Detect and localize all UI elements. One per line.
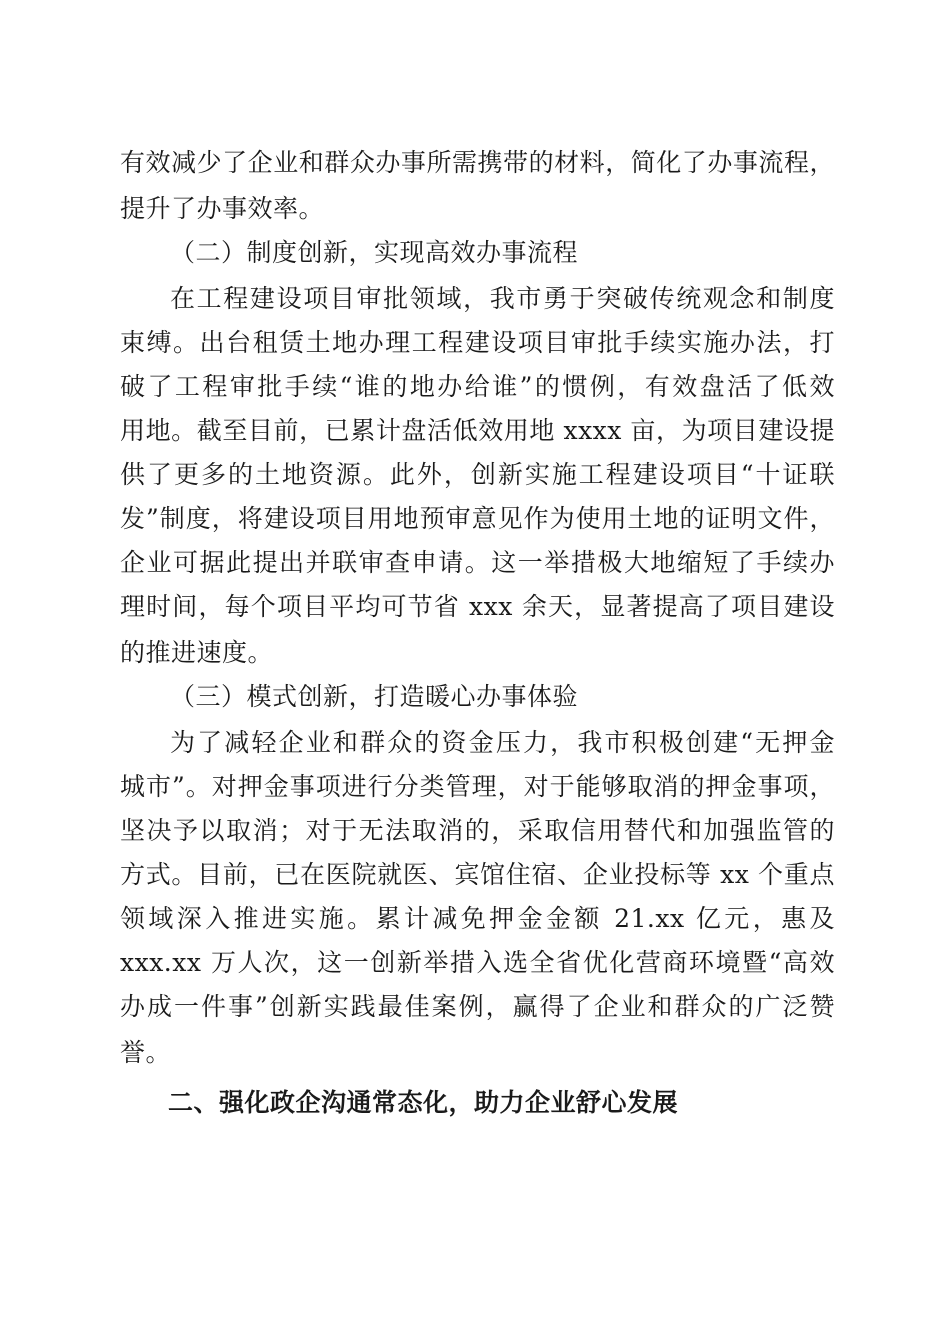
paragraph-line: 城市”。对押金事项进行分类管理，对于能够取消的押金事项， [120, 772, 835, 801]
paragraph-line: 用地。截至目前，已累计盘活低效用地 xxxx 亩，为项目建设提 [120, 416, 835, 445]
paragraph-line: 的推进速度。 [120, 638, 274, 667]
paragraph-line: 企业可据此提出并联审查申请。这一举措极大地缩短了手续办 [120, 548, 835, 577]
paragraph-line: 方式。目前，已在医院就医、宾馆住宿、企业投标等 xx 个重点 [120, 860, 835, 889]
paragraph-line: 办成一件事”创新实践最佳案例，赢得了企业和群众的广泛赞 [120, 992, 835, 1021]
paragraph-line: 理时间，每个项目平均可节省 xxx 余天，显著提高了项目建设 [120, 592, 835, 621]
paragraph-line: 提升了办事效率。 [120, 194, 325, 223]
paragraph-line: xxx.xx 万人次，这一创新举措入选全省优化营商环境暨“高效 [120, 948, 835, 977]
subheading-3: （三）模式创新，打造暖心办事体验 [170, 682, 579, 711]
paragraph-line: 誉。 [120, 1038, 172, 1067]
subheading-2: （二）制度创新，实现高效办事流程 [170, 238, 579, 267]
paragraph-line: 领域深入推进实施。累计减免押金金额 21.xx 亿元，惠及 [120, 904, 835, 933]
paragraph-line: 为了减轻企业和群众的资金压力，我市积极创建“无押金 [170, 728, 835, 757]
paragraph-line: 发”制度，将建设项目用地预审意见作为使用土地的证明文件， [120, 504, 835, 533]
paragraph-line: 束缚。出台租赁土地办理工程建设项目审批手续实施办法，打 [120, 328, 835, 357]
paragraph-line: 在工程建设项目审批领域，我市勇于突破传统观念和制度 [170, 284, 835, 313]
paragraph-line: 破了工程审批手续“谁的地办给谁”的惯例，有效盘活了低效 [120, 372, 835, 401]
paragraph-line: 供了更多的土地资源。此外，创新实施工程建设项目“十证联 [120, 460, 835, 489]
section-heading: 二、强化政企沟通常态化，助力企业舒心发展 [168, 1088, 679, 1117]
paragraph-line: 坚决予以取消；对于无法取消的，采取信用替代和加强监管的 [120, 816, 835, 845]
paragraph-line: 有效减少了企业和群众办事所需携带的材料，简化了办事流程， [120, 148, 835, 177]
